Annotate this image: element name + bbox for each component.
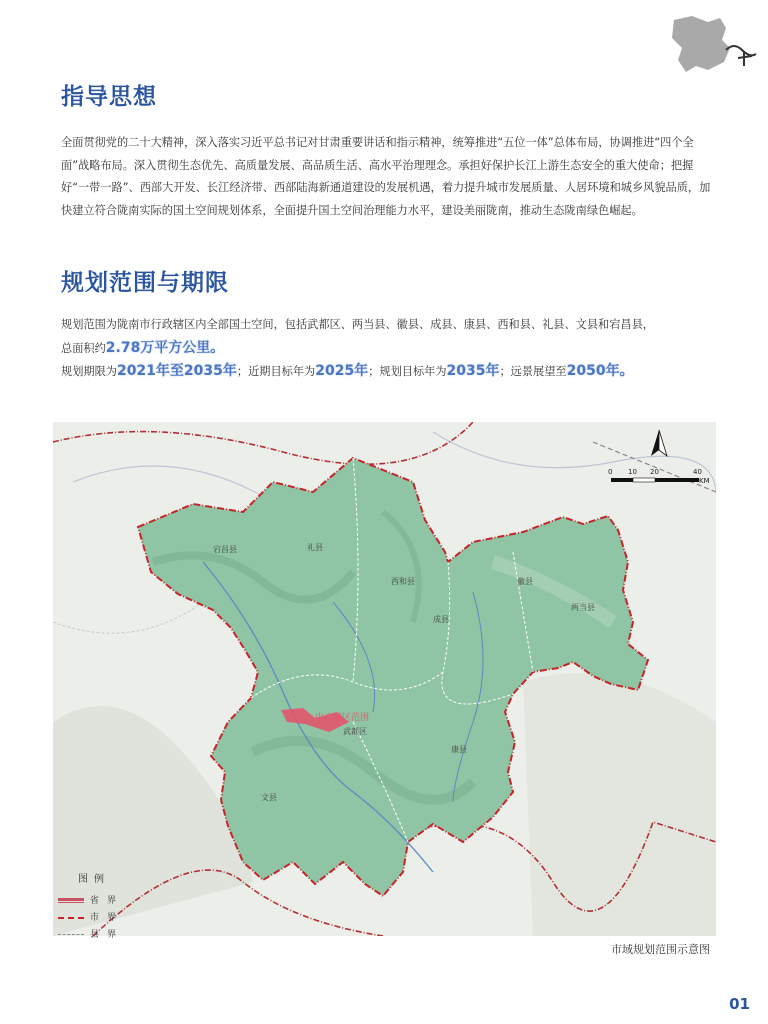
guiding-ideology-paragraph: 全面贯彻党的二十大精神，深入落实习近平总书记对甘肃重要讲话和指示精神，统筹推进“五位一体”总体布局，协调推进“四个全面”战略布局。深入贯彻生态优先、高质量发展、高品质生活、高水平治理理念。承担好保护长江上游生态安全的重大使命；把握好“一带一路”、西部大开发、长江经济带、西部陆海新通道建设的发展机遇，着力提升城市发展质量、人居环境和城乡风貌品质，加快建立符合陇南实际的国土空间规划体系，全面提升国土空间治理能力水平，建设美丽陇南，推动生态陇南绿色崛起。: [61, 136, 711, 217]
vision-year: 2050年。: [566, 363, 634, 379]
place-huixian: 徽县: [517, 577, 533, 586]
scope-line-3: [61, 360, 713, 384]
place-wenxian: 文县: [261, 793, 277, 802]
target-prefix: ；规划目标年为: [368, 365, 447, 378]
place-kangxian: 康县: [451, 745, 467, 754]
scale-tick-10: 10: [628, 468, 637, 476]
legend-title: 图例: [78, 874, 110, 885]
legend-label-county: 县界: [90, 930, 125, 940]
place-liangdang: 两当县: [571, 603, 595, 612]
scale-tick-40: 40: [693, 468, 702, 476]
logo-map-shape: [668, 14, 760, 76]
vision-prefix: ；远景展望至: [499, 365, 567, 378]
period-prefix: 规划期限为: [61, 365, 117, 378]
planning-period: 2021年至2035年: [116, 363, 237, 379]
province-boundary-icon: [58, 898, 84, 903]
place-wudu: 武都区: [343, 727, 367, 736]
place-chengxian: 成县: [433, 615, 449, 624]
target-year: 2035年: [446, 363, 500, 379]
legend-item-province: [58, 893, 124, 906]
section-title-guiding-ideology: 指导思想: [61, 84, 157, 110]
near-term-year: 2025年: [315, 363, 369, 379]
legend-item-city: [58, 910, 124, 923]
county-boundary-icon: [58, 934, 84, 935]
map-caption: 市域规划范围示意图: [611, 943, 710, 956]
place-dangchang: 宕昌县: [213, 545, 237, 554]
place-lixian: 礼县: [307, 543, 323, 552]
legend-label-province: 省界: [90, 896, 125, 906]
scope-line-2: [61, 337, 713, 361]
section-title-planning-scope: 规划范围与期限: [61, 270, 229, 296]
logo: [668, 14, 760, 76]
scale-tick-0: 0: [608, 468, 613, 476]
near-term-prefix: ；近期目标年为: [236, 365, 316, 378]
page-number: 01: [729, 995, 750, 1013]
legend-item-county: [58, 927, 124, 940]
city-boundary-icon: [58, 917, 84, 919]
place-central-urban: 中心城区范围: [315, 713, 370, 723]
place-xihe: 西和县: [391, 577, 415, 586]
regional-map: [53, 422, 716, 936]
total-area: 2.78万平方公里。: [105, 339, 225, 356]
legend-label-city: 市界: [90, 913, 125, 923]
scale-bar: [611, 478, 699, 482]
scale-tick-20: 20: [650, 468, 659, 476]
scale-unit: KM: [699, 477, 710, 485]
area-prefix: 总面积约: [61, 341, 106, 355]
map-graphic: [53, 422, 716, 936]
planning-scope-text: [61, 314, 713, 384]
scope-line-1: 规划范围为陇南市行政辖区内全部国土空间，包括武都区、两当县、徽县、成县、康县、西和县、礼县、文县和宕昌县，: [61, 318, 654, 331]
